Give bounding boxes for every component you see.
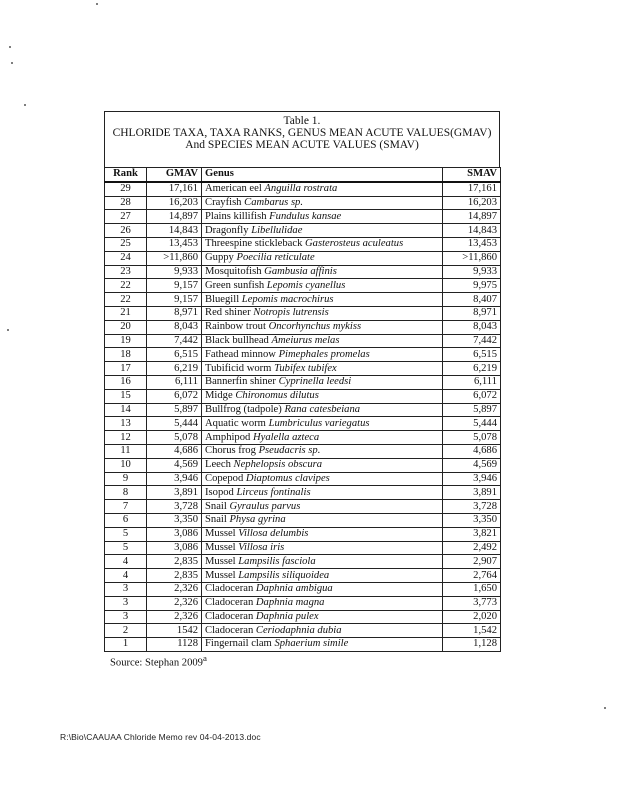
common-name: Cladoceran <box>205 597 254 609</box>
table-row <box>105 555 501 569</box>
table-row <box>105 527 501 541</box>
common-name: Cladoceran <box>205 624 254 636</box>
scan-speck <box>96 3 98 5</box>
cell-genus <box>202 569 443 583</box>
taxa-table <box>104 167 501 652</box>
cell-smav: 2,492 <box>443 541 501 555</box>
cell-smav: 6,219 <box>443 362 501 376</box>
cell-gmav: 3,086 <box>147 527 202 541</box>
species-name: Diaptomus clavipes <box>245 472 330 484</box>
cell-gmav: 2,326 <box>147 582 202 596</box>
cell-rank: 17 <box>105 362 147 376</box>
cell-smav: 6,515 <box>443 348 501 362</box>
cell-rank: 22 <box>105 279 147 293</box>
common-name: Dragonfly <box>205 224 249 236</box>
species-name: Villosa delumbis <box>238 528 309 540</box>
cell-smav: 1,650 <box>443 582 501 596</box>
cell-genus <box>202 582 443 596</box>
cell-rank: 3 <box>105 610 147 624</box>
common-name: Amphipod <box>205 431 251 443</box>
cell-genus <box>202 224 443 238</box>
common-name: Fathead minnow <box>205 348 276 360</box>
scan-speck <box>604 707 606 709</box>
cell-smav: 6,072 <box>443 389 501 403</box>
table-title-line-1: CHLORIDE TAXA, TAXA RANKS, GENUS MEAN ACUTE VALUES(GMAV) <box>112 127 492 139</box>
species-name: Notropis lutrensis <box>253 307 329 319</box>
source-text: Source: Stephan 2009 <box>110 657 203 669</box>
cell-gmav: 6,515 <box>147 348 202 362</box>
cell-smav: 17,161 <box>443 182 501 196</box>
cell-gmav: 4,569 <box>147 458 202 472</box>
cell-smav: 3,891 <box>443 486 501 500</box>
cell-gmav: 14,843 <box>147 224 202 238</box>
cell-smav: 16,203 <box>443 196 501 210</box>
table-row <box>105 458 501 472</box>
cell-rank: 16 <box>105 375 147 389</box>
cell-genus <box>202 196 443 210</box>
table-body <box>105 182 501 652</box>
cell-genus <box>202 265 443 279</box>
cell-gmav: 2,835 <box>147 555 202 569</box>
cell-gmav: 5,897 <box>147 403 202 417</box>
cell-genus <box>202 237 443 251</box>
species-name: Physa gyrina <box>229 514 286 526</box>
species-name: Libellulidae <box>251 224 303 236</box>
cell-rank: 3 <box>105 596 147 610</box>
scan-speck <box>24 104 26 106</box>
species-name: Hyalella azteca <box>252 431 320 443</box>
header-genus: Genus <box>202 168 443 182</box>
table-row <box>105 210 501 224</box>
cell-genus <box>202 348 443 362</box>
common-name: Chorus frog <box>205 445 256 457</box>
cell-rank: 23 <box>105 265 147 279</box>
species-name: Nephelopsis obscura <box>233 459 323 471</box>
cell-smav: 13,453 <box>443 237 501 251</box>
common-name: Mussel <box>205 555 236 567</box>
common-name: Threespine stickleback <box>205 238 303 250</box>
cell-genus <box>202 486 443 500</box>
table-row <box>105 472 501 486</box>
common-name: Bullfrog (tadpole) <box>205 403 282 415</box>
cell-smav: >11,860 <box>443 251 501 265</box>
cell-gmav: 3,350 <box>147 513 202 527</box>
cell-smav: 4,569 <box>443 458 501 472</box>
cell-gmav: 3,086 <box>147 541 202 555</box>
cell-smav: 7,442 <box>443 334 501 348</box>
cell-rank: 8 <box>105 486 147 500</box>
cell-genus <box>202 596 443 610</box>
common-name: Bannerfin shiner <box>205 376 276 388</box>
chloride-table <box>104 111 500 668</box>
table-source <box>104 653 500 669</box>
table-row <box>105 182 501 196</box>
species-name: Lirceus fontinalis <box>236 486 311 498</box>
table-title-block <box>104 111 500 151</box>
species-name: Ameiurus melas <box>271 334 340 346</box>
species-name: Lumbriculus variegatus <box>268 417 370 429</box>
cell-genus <box>202 182 443 196</box>
cell-genus <box>202 610 443 624</box>
table-row <box>105 638 501 652</box>
table-row <box>105 306 501 320</box>
common-name: Leech <box>205 459 231 471</box>
cell-smav: 14,843 <box>443 224 501 238</box>
common-name: Midge <box>205 390 233 402</box>
species-name: Lampsilis fasciola <box>238 555 316 567</box>
table-row <box>105 224 501 238</box>
species-name: Chironomus dilutus <box>235 390 319 402</box>
table-row <box>105 417 501 431</box>
cell-gmav: 2,326 <box>147 596 202 610</box>
table-row <box>105 334 501 348</box>
cell-rank: 15 <box>105 389 147 403</box>
cell-smav: 8,043 <box>443 320 501 334</box>
table-caption: Table 1. <box>283 115 321 127</box>
cell-gmav: 7,442 <box>147 334 202 348</box>
cell-smav: 8,971 <box>443 306 501 320</box>
species-name: Fundulus kansae <box>269 210 342 222</box>
cell-genus <box>202 624 443 638</box>
species-name: Pimephales promelas <box>278 348 370 360</box>
cell-smav: 9,975 <box>443 279 501 293</box>
cell-gmav: 3,946 <box>147 472 202 486</box>
species-name: Cambarus sp. <box>244 196 304 208</box>
cell-rank: 22 <box>105 293 147 307</box>
header-rank: Rank <box>105 168 147 182</box>
cell-rank: 5 <box>105 527 147 541</box>
cell-gmav: 1128 <box>147 638 202 652</box>
cell-gmav: 5,444 <box>147 417 202 431</box>
cell-genus <box>202 403 443 417</box>
cell-rank: 26 <box>105 224 147 238</box>
species-name: Gyraulus parvus <box>229 500 301 512</box>
cell-rank: 18 <box>105 348 147 362</box>
common-name: Copepod <box>205 472 244 484</box>
common-name: Tubificid worm <box>205 362 272 374</box>
species-name: Rana catesbeiana <box>284 403 361 415</box>
source-superscript: a <box>202 652 207 663</box>
cell-gmav: 3,728 <box>147 500 202 514</box>
table-row <box>105 444 501 458</box>
cell-gmav: 17,161 <box>147 182 202 196</box>
table-row <box>105 569 501 583</box>
common-name: Bluegill <box>205 293 240 305</box>
table-row <box>105 582 501 596</box>
cell-gmav: 2,835 <box>147 569 202 583</box>
cell-rank: 14 <box>105 403 147 417</box>
common-name: Mosquitofish <box>205 265 262 277</box>
cell-genus <box>202 389 443 403</box>
cell-rank: 13 <box>105 417 147 431</box>
common-name: Cladoceran <box>205 610 254 622</box>
header-row <box>105 168 501 182</box>
table-row <box>105 362 501 376</box>
species-name: Lepomis macrochirus <box>241 293 334 305</box>
common-name: Isopod <box>205 486 234 498</box>
table-row <box>105 624 501 638</box>
cell-gmav: 1542 <box>147 624 202 638</box>
cell-gmav: 8,043 <box>147 320 202 334</box>
species-name: Anguilla rostrata <box>264 183 338 195</box>
cell-smav: 2,907 <box>443 555 501 569</box>
cell-genus <box>202 251 443 265</box>
cell-rank: 6 <box>105 513 147 527</box>
cell-gmav: 6,219 <box>147 362 202 376</box>
cell-gmav: 3,891 <box>147 486 202 500</box>
scan-speck <box>11 62 13 64</box>
table-row <box>105 348 501 362</box>
table-row <box>105 320 501 334</box>
cell-rank: 19 <box>105 334 147 348</box>
cell-genus <box>202 417 443 431</box>
cell-genus <box>202 527 443 541</box>
table-row <box>105 431 501 445</box>
cell-smav: 3,946 <box>443 472 501 486</box>
common-name: Mussel <box>205 528 236 540</box>
cell-gmav: 8,971 <box>147 306 202 320</box>
cell-smav: 3,728 <box>443 500 501 514</box>
cell-genus <box>202 541 443 555</box>
cell-genus <box>202 375 443 389</box>
species-name: Tubifex tubifex <box>274 362 337 374</box>
common-name: Plains killifish <box>205 210 267 222</box>
cell-rank: 4 <box>105 555 147 569</box>
table-row <box>105 403 501 417</box>
cell-rank: 21 <box>105 306 147 320</box>
species-name: Pseudacris sp. <box>258 445 321 457</box>
species-name: Sphaerium simile <box>274 638 349 650</box>
cell-gmav: 6,111 <box>147 375 202 389</box>
common-name: Fingernail clam <box>205 638 272 650</box>
common-name: Crayfish <box>205 196 242 208</box>
cell-gmav: 2,326 <box>147 610 202 624</box>
common-name: Black bullhead <box>205 334 269 346</box>
table-row <box>105 486 501 500</box>
cell-gmav: 14,897 <box>147 210 202 224</box>
cell-genus <box>202 334 443 348</box>
species-name: Lampsilis siliquoidea <box>238 569 330 581</box>
table-title-line-2: And SPECIES MEAN ACUTE VALUES (SMAV) <box>185 139 419 151</box>
cell-genus <box>202 293 443 307</box>
header-gmav: GMAV <box>147 168 202 182</box>
table-row <box>105 251 501 265</box>
header-smav: SMAV <box>443 168 501 182</box>
cell-rank: 3 <box>105 582 147 596</box>
species-name: Gambusia affinis <box>264 265 337 277</box>
cell-rank: 12 <box>105 431 147 445</box>
table-row <box>105 389 501 403</box>
cell-smav: 5,078 <box>443 431 501 445</box>
cell-rank: 5 <box>105 541 147 555</box>
cell-rank: 9 <box>105 472 147 486</box>
cell-rank: 27 <box>105 210 147 224</box>
species-name: Lepomis cyanellus <box>266 279 346 291</box>
cell-genus <box>202 638 443 652</box>
common-name: Cladoceran <box>205 583 254 595</box>
table-row <box>105 513 501 527</box>
cell-smav: 5,444 <box>443 417 501 431</box>
species-name: Poecilia reticulate <box>236 252 315 264</box>
species-name: Daphnia pulex <box>255 610 319 622</box>
cell-rank: 20 <box>105 320 147 334</box>
common-name: Mussel <box>205 569 236 581</box>
cell-gmav: 13,453 <box>147 237 202 251</box>
common-name: Snail <box>205 514 227 526</box>
cell-smav: 2,020 <box>443 610 501 624</box>
cell-smav: 3,821 <box>443 527 501 541</box>
common-name: American eel <box>205 183 262 195</box>
cell-rank: 29 <box>105 182 147 196</box>
cell-genus <box>202 513 443 527</box>
cell-smav: 6,111 <box>443 375 501 389</box>
cell-genus <box>202 362 443 376</box>
cell-gmav: 9,933 <box>147 265 202 279</box>
common-name: Guppy <box>205 252 234 264</box>
document-footer-path: R:\Bio\CAAUAA Chloride Memo rev 04-04-2013.doc <box>60 732 261 742</box>
table-row <box>105 237 501 251</box>
cell-rank: 10 <box>105 458 147 472</box>
cell-rank: 4 <box>105 569 147 583</box>
cell-rank: 7 <box>105 500 147 514</box>
species-name: Daphnia magna <box>255 597 325 609</box>
cell-gmav: 16,203 <box>147 196 202 210</box>
cell-smav: 3,773 <box>443 596 501 610</box>
cell-genus <box>202 458 443 472</box>
table-row <box>105 293 501 307</box>
species-name: Gasterosteus aculeatus <box>305 238 404 250</box>
cell-rank: 11 <box>105 444 147 458</box>
cell-rank: 1 <box>105 638 147 652</box>
cell-rank: 28 <box>105 196 147 210</box>
table-row <box>105 596 501 610</box>
cell-genus <box>202 555 443 569</box>
cell-gmav: 5,078 <box>147 431 202 445</box>
common-name: Rainbow trout <box>205 321 266 333</box>
table-row <box>105 265 501 279</box>
cell-genus <box>202 306 443 320</box>
cell-rank: 2 <box>105 624 147 638</box>
cell-smav: 2,764 <box>443 569 501 583</box>
cell-smav: 1,542 <box>443 624 501 638</box>
table-row <box>105 610 501 624</box>
cell-rank: 25 <box>105 237 147 251</box>
common-name: Mussel <box>205 541 236 553</box>
scan-speck <box>9 46 11 48</box>
common-name: Green sunfish <box>205 279 265 291</box>
cell-smav: 1,128 <box>443 638 501 652</box>
cell-genus <box>202 444 443 458</box>
cell-gmav: >11,860 <box>147 251 202 265</box>
common-name: Snail <box>205 500 227 512</box>
cell-gmav: 4,686 <box>147 444 202 458</box>
cell-genus <box>202 500 443 514</box>
species-name: Villosa iris <box>238 541 285 553</box>
cell-gmav: 6,072 <box>147 389 202 403</box>
cell-genus <box>202 472 443 486</box>
table-row <box>105 500 501 514</box>
cell-smav: 9,933 <box>443 265 501 279</box>
common-name: Red shiner <box>205 307 251 319</box>
cell-rank: 24 <box>105 251 147 265</box>
species-name: Daphnia ambigua <box>255 583 333 595</box>
species-name: Ceriodaphnia dubia <box>255 624 342 636</box>
table-row <box>105 196 501 210</box>
cell-gmav: 9,157 <box>147 293 202 307</box>
cell-smav: 5,897 <box>443 403 501 417</box>
cell-genus <box>202 210 443 224</box>
species-name: Cyprinella leedsi <box>278 376 352 388</box>
cell-smav: 4,686 <box>443 444 501 458</box>
cell-smav: 8,407 <box>443 293 501 307</box>
table-row <box>105 541 501 555</box>
common-name: Aquatic worm <box>205 417 266 429</box>
cell-genus <box>202 279 443 293</box>
cell-genus <box>202 320 443 334</box>
scan-speck <box>7 329 9 331</box>
cell-smav: 3,350 <box>443 513 501 527</box>
species-name: Oncorhynchus mykiss <box>268 321 362 333</box>
cell-smav: 14,897 <box>443 210 501 224</box>
table-row <box>105 375 501 389</box>
cell-genus <box>202 431 443 445</box>
table-row <box>105 279 501 293</box>
cell-gmav: 9,157 <box>147 279 202 293</box>
